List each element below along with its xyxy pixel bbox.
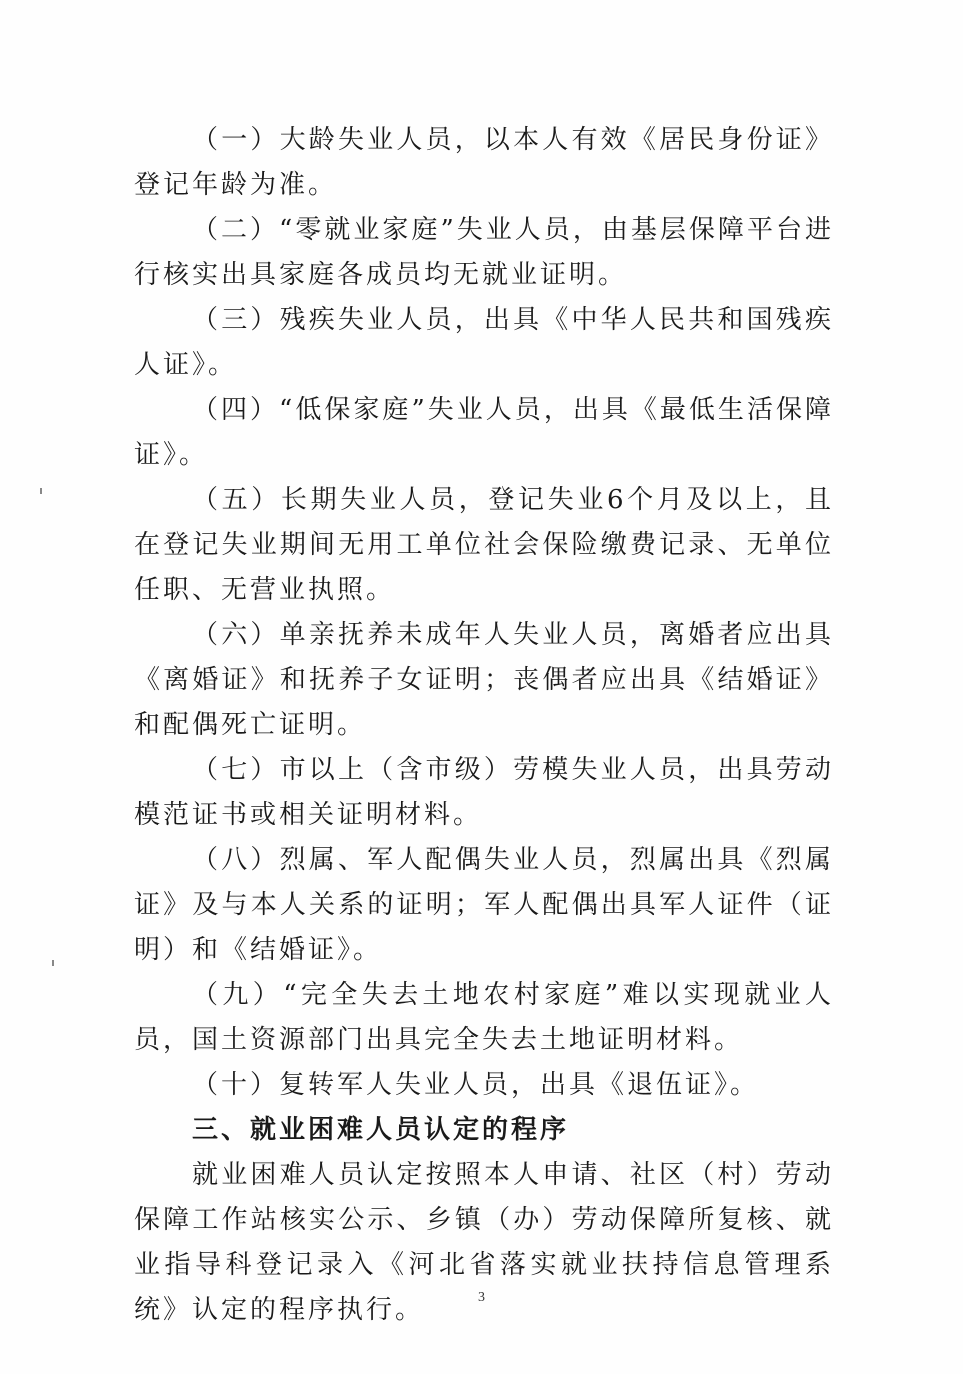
paragraph-1: （一）大龄失业人员，以本人有效《居民身份证》登记年龄为准。 — [134, 125, 834, 200]
scan-speck — [40, 488, 42, 494]
paragraph-7: （七）市以上（含市级）劳模失业人员，出具劳动模范证书或相关证明材料。 — [134, 755, 834, 830]
paragraph-10: （十）复转军人失业人员，出具《退伍证》。 — [192, 1070, 760, 1100]
section-paragraph: 就业困难人员认定按照本人申请、社区（村）劳动保障工作站核实公示、乡镇（办）劳动保障所复核、就业指导科登记录入《河北省落实就业扶持信息管理系统》认定的程序执行。 — [134, 1160, 834, 1325]
paragraph-9: （九）“完全失去土地农村家庭”难以实现就业人员，国土资源部门出具完全失去土地证明材料。 — [134, 980, 834, 1055]
paragraph-5: （五）长期失业人员，登记失业6个月及以上，且在登记失业期间无用工单位社会保险缴费记录、无单位任职、无营业执照。 — [134, 485, 834, 605]
scan-speck — [52, 960, 54, 966]
paragraph-6: （六）单亲抚养未成年人失业人员，离婚者应出具《离婚证》和抚养子女证明；丧偶者应出具《结婚证》和配偶死亡证明。 — [134, 620, 834, 740]
paragraph-2: （二）“零就业家庭”失业人员，由基层保障平台进行核实出具家庭各成员均无就业证明。 — [134, 215, 834, 290]
paragraph-4: （四）“低保家庭”失业人员，出具《最低生活保障证》。 — [134, 395, 834, 470]
section-heading: 三、就业困难人员认定的程序 — [192, 1115, 570, 1145]
paragraph-3: （三）残疾失业人员，出具《中华人民共和国残疾人证》。 — [134, 305, 834, 380]
document-body — [134, 118, 834, 1333]
page-number: 3 — [478, 1290, 485, 1305]
paragraph-8: （八）烈属、军人配偶失业人员，烈属出具《烈属证》及与本人关系的证明；军人配偶出具军人证件（证明）和《结婚证》。 — [134, 845, 834, 965]
